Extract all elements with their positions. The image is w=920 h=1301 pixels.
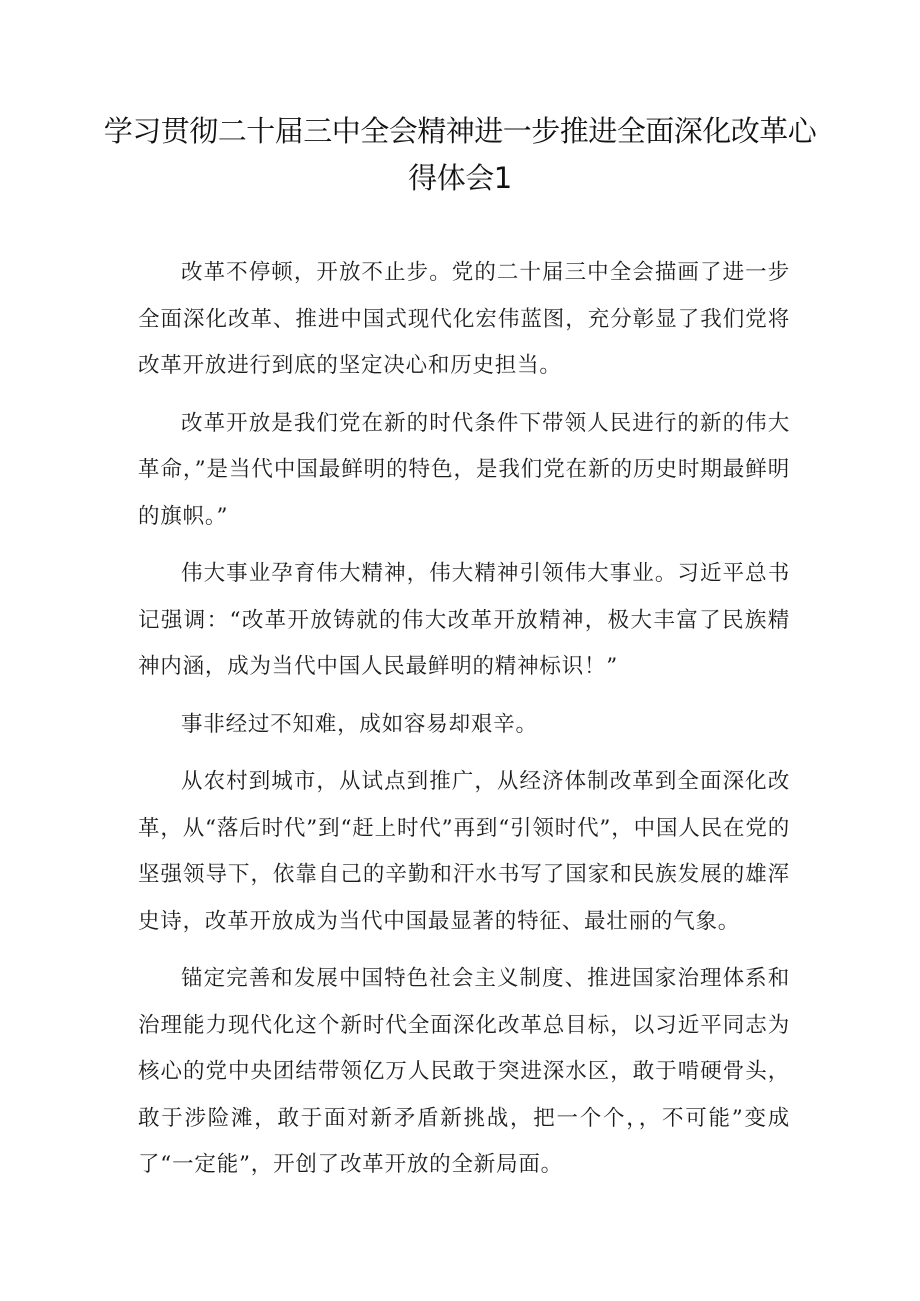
paragraph-6: 锚定完善和发展中国特色社会主义制度、推进国家治理体系和治理能力现代化这个新时代全面深化改革总目标，以习近平同志为核心的党中央团结带领亿万人民敢于突进深水区，敢于啃硬骨头，敢于涉险滩，敢于面对新矛盾新挑战，把一个个，，不可能”变成了“一定能”，开创了改革开放的全新局面。 <box>138 966 790 1177</box>
document-body <box>138 250 790 1200</box>
document-title: 学习贯彻二十届三中全会精神进一步推进全面深化改革心得体会1 <box>103 114 817 195</box>
paragraph-3: 伟大事业孕育伟大精神，伟大精神引领伟大事业。习近平总书记强调：“改革开放铸就的伟大改革开放精神，极大丰富了民族精神内涵，成为当代中国人民最鲜明的精神标识！” <box>138 561 790 679</box>
paragraph-2: 改革开放是我们党在新的时代条件下带领人民进行的新的伟大革命，”是当代中国最鲜明的特色，是我们党在新的历史时期最鲜明的旗帜。” <box>138 410 790 529</box>
paragraph-5: 从农村到城市，从试点到推广，从经济体制改革到全面深化改革，从“落后时代”到“赶上时代”再到“引领时代”，中国人民在党的坚强领导下，依靠自己的辛勤和汗水书写了国家和民族发展的雄浑史诗，改革开放成为当代中国最显著的特征、最壮丽的气象。 <box>138 769 790 934</box>
paragraph-1: 改革不停顿，开放不止步。党的二十届三中全会描画了进一步全面深化改革、推进中国式现代化宏伟蓝图，充分彰显了我们党将改革开放进行到底的坚定决心和历史担当。 <box>138 260 790 378</box>
paragraph-4: 事非经过不知难，成如容易却艰辛。 <box>181 711 538 737</box>
